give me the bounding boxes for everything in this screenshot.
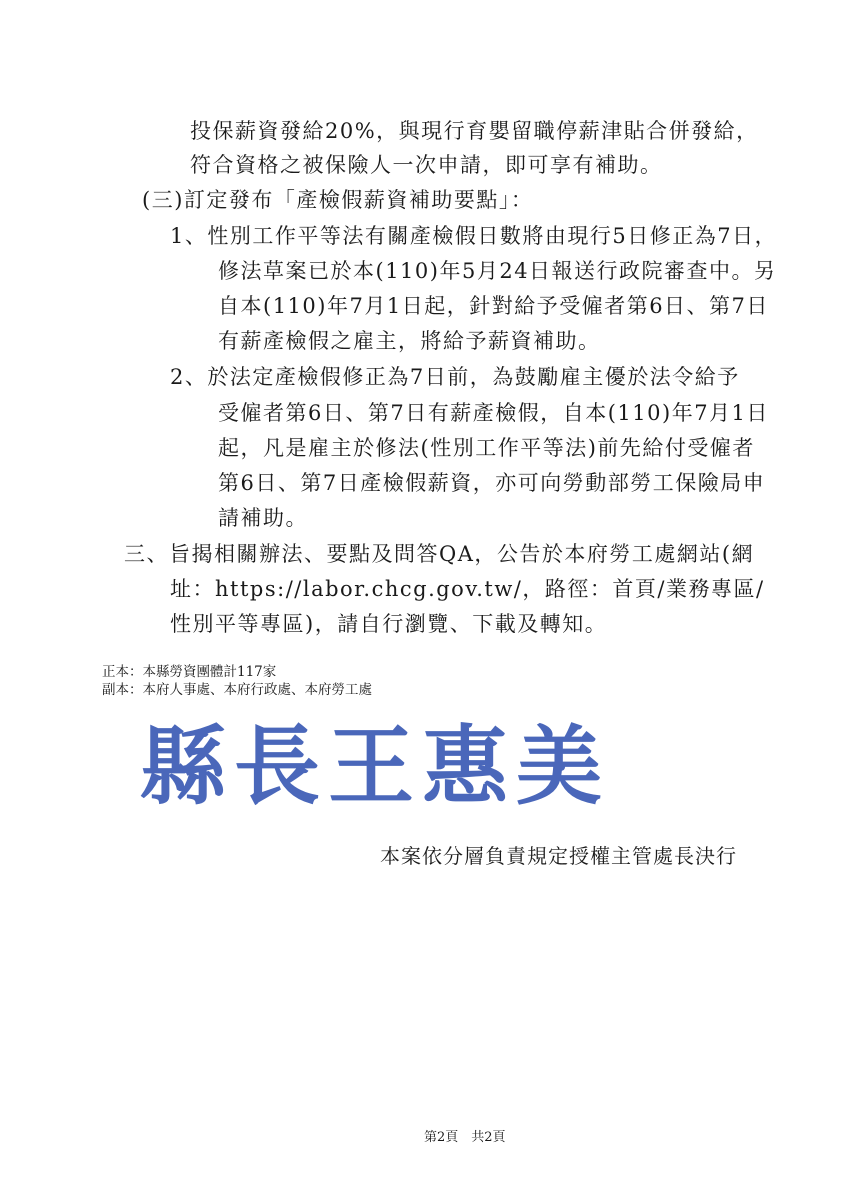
distribution-copy: 副本：本府人事處、本府行政處、本府勞工處: [102, 682, 372, 698]
section-line: 性別平等專區)，請自行瀏覽、下載及轉知。: [170, 612, 608, 636]
subsection-heading: (三)訂定發布「產檢假薪資補助要點」：: [142, 188, 534, 212]
section-line: 址：https://labor.chcg.gov.tw/，路徑：首頁/業務專區/: [170, 577, 765, 601]
section-line: 三、旨揭相關辦法、要點及問答QA，公告於本府勞工處網站(網: [124, 542, 755, 566]
list-item-line: 修法草案已於本(110)年5月24日報送行政院審查中。另: [218, 259, 777, 283]
magistrate-seal: [130, 708, 620, 818]
list-item-line: 第6日、第7日產檢假薪資，亦可向勞動部勞工保險局申: [218, 471, 766, 495]
list-item-line: 2、於法定產檢假修正為7日前，為鼓勵雇主優於法令給予: [170, 365, 740, 389]
list-item-line: 受僱者第6日、第7日有薪產檢假，自本(110)年7月1日: [218, 401, 769, 425]
delegation-note: 本案依分層負責規定授權主管處長決行: [380, 844, 737, 868]
list-item-line: 起，凡是雇主於修法(性別工作平等法)前先給付受僱者: [218, 436, 755, 460]
page-number: 第2頁 共2頁: [424, 1130, 506, 1145]
list-item-line: 有薪產檢假之雇主，將給予薪資補助。: [218, 329, 601, 353]
list-item-line: 1、性別工作平等法有關產檢假日數將由現行5日修正為7日，: [170, 224, 778, 248]
distribution-original: 正本：本縣勞資團體計117家: [102, 664, 277, 680]
paragraph-line: 投保薪資發給20%，與現行育嬰留職停薪津貼合併發給，: [190, 119, 759, 143]
list-item-line: 請補助。: [218, 506, 308, 530]
paragraph-line: 符合資格之被保險人一次申請，即可享有補助。: [190, 153, 663, 177]
list-item-line: 自本(110)年7月1日起，針對給予受僱者第6日、第7日: [218, 294, 769, 318]
svg-text:縣長王惠美: 縣長王惠美: [140, 716, 610, 817]
